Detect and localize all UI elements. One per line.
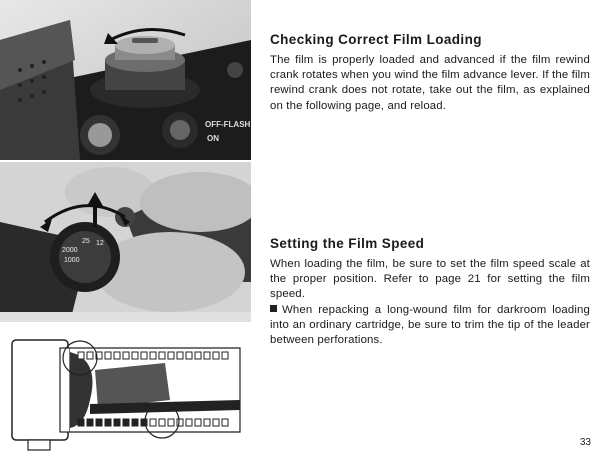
note-paragraph (270, 303, 590, 349)
rewind-crank-photo (0, 0, 251, 160)
section-setting-film-speed (270, 236, 590, 348)
dial-number-12: 12 (96, 240, 104, 247)
film-leader-diagram (0, 330, 251, 470)
on-label: ON (207, 134, 219, 143)
dial-number-25: 25 (82, 238, 90, 245)
note-text: When repacking a long-wound film for darkroom loading into an ordinary cartridge, be sure to trim the tip of the leader between perforations. (270, 303, 590, 347)
section-heading: Setting the Film Speed (270, 236, 425, 251)
section-checking-film-loading (270, 32, 590, 114)
off-flash-label: OFF-FLASH (205, 120, 251, 129)
bullet-icon (270, 305, 277, 312)
page-number: 33 (579, 437, 591, 448)
section-heading: Checking Correct Film Loading (270, 32, 482, 47)
section-paragraph: When loading the film, be sure to set the film speed scale at the proper position. Refer to page 21 for setting the film speed. (270, 258, 590, 301)
dial-number-1000: 1000 (64, 257, 80, 264)
dial-number-2000: 2000 (62, 247, 78, 254)
section-paragraph: The film is properly loaded and advanced if the film rewind crank rotates when you wind the film advance lever. If the film rewind crank does not rotate, take out the film, as explained on the following page, and reload. (270, 54, 590, 112)
film-speed-dial-photo (0, 162, 251, 322)
